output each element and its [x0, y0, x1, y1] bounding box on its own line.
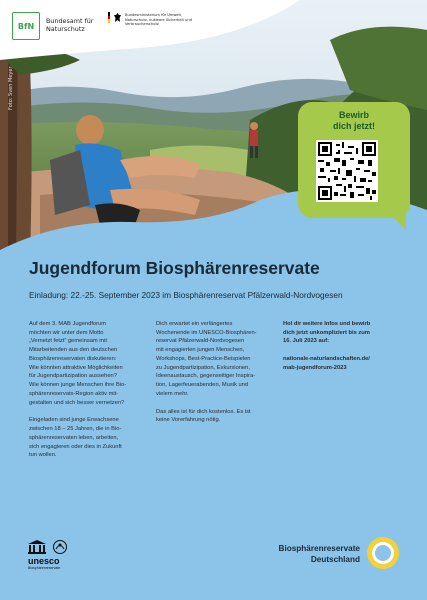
text-column-1: [29, 320, 145, 469]
photo-credit: Foto: Sven Meyer: [8, 66, 14, 110]
brd-wordmark: [250, 543, 360, 565]
mab-emblem-icon: [52, 540, 68, 554]
website-link[interactable]: nationale-naturlandschaften.de/ mab-jugendforum-2023: [283, 356, 370, 371]
bfn-logo: BfN: [12, 12, 40, 40]
unesco-subtitle: Biosphärenreservate: [28, 566, 61, 570]
text-column-3: [283, 320, 408, 382]
unesco-logo: [28, 540, 68, 570]
cta-bubble-tail: [384, 208, 406, 230]
header-logos: [12, 12, 195, 40]
eagle-icon: [114, 12, 121, 23]
bmu-logo: [108, 12, 195, 27]
bmu-name: Bundesministerium für Umwelt, Naturschutz, nukleare Sicherheit und Verbraucherschutz: [125, 13, 192, 27]
brd-sun-icon: [365, 535, 401, 571]
brd-text: Biosphärenreservate Deutschland: [278, 544, 360, 565]
apply-paragraph: Hol dir weitere Infos und bewirb dich jetzt unkompliziert bis zum 16. Juli 2023 auf:: [283, 321, 371, 345]
qr-code[interactable]: [316, 140, 378, 202]
cta-text: Bewirb dich jetzt!: [333, 110, 375, 132]
unesco-temple-icon: [28, 540, 46, 554]
event-subtitle: Einladung: 22.-25. September 2023 im Biosphärenreservat Pfälzerwald-Nordvogesen: [29, 290, 343, 300]
cost-paragraph: Das alles ist für dich kostenlos. Es ist keine Vorerfahrung nötig.: [156, 408, 251, 424]
text-column-2: [156, 320, 272, 434]
program-paragraph: Dich erwartet ein verlängertes Wochenende im UNESCO-Biosphären- reservat Pfälzerwald-Nordvogesen mit engagierten jungen Menschen, Workshops, Best-Practice-Beispielen zu Jugendpartizipation, Exkursionen, Ideenaustausch, gegenseitiger Inspira- tion, Lagerfeuerabenden, Musik und vielem mehr.: [156, 321, 257, 397]
german-flag-icon: [108, 12, 110, 23]
unesco-wordmark: unesco: [28, 556, 60, 566]
bfn-name: Bundesamt für Naturschutz: [46, 17, 94, 33]
intro-paragraph: Auf dem 3. MAB Jugendforum möchten wir unter dem Motto „Vernetzt fetzt“ gemeinsam mit Mitarbeitenden aus den deutschen Biosphärenreservaten diskutieren: Wie könnten attraktive Möglichkeiten für Jugendpartizipation aussehen? Wie können junge Menschen ihre Bio- sphärenreservats-Region aktiv mit- gestalten und sich besser vernetzen?: [29, 321, 127, 406]
page-title: Jugendforum Biosphärenreservate: [29, 258, 320, 278]
eligibility-paragraph: Eingeladen sind junge Erwachsene zwischen 18 – 25 Jahren, die in Bio- sphärenreservaten leben, arbeiten, sich engagieren oder dies in Zukunft tun wollen.: [29, 417, 122, 459]
